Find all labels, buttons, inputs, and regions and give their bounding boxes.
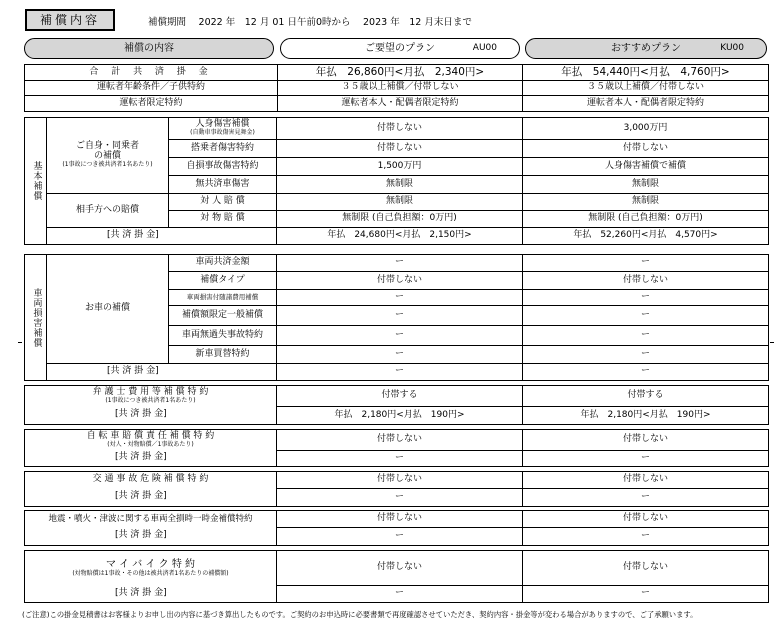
summary-table [24,64,769,112]
basic-coverage-table [24,117,769,245]
coverage-recommended: 人身傷害補償で補償 [523,158,769,176]
premium-recommended: 年払 2,180円<月払 190円> [523,407,769,425]
vehicle-coverage-table [24,254,769,381]
recommended-plan-code: KU00 [720,43,744,53]
desired-plan-name: ご要望のプラン [365,43,435,54]
rider-name [25,551,277,586]
recommended-plan-header [525,38,767,59]
coverage-recommended: 3,000万円 [523,118,769,140]
driver-limit-row [25,96,769,112]
premium-row [25,489,769,507]
coverage-recommended: ー [523,346,769,364]
rider-desired: 付帯しない [277,511,523,528]
self-coverage-label: ご自身・同乗者の補償 [75,141,139,162]
coverage-recommended: 無制限 (自己負担額：0万円) [523,211,769,228]
table-row [25,551,769,586]
rider-desired: 付帯しない [277,551,523,586]
coverage-item: 搭乗者傷害特約 [169,140,277,158]
self-coverage-group [47,118,169,194]
coverage-recommended: ー [523,306,769,326]
premium-row [25,451,769,467]
age-condition-desired: ３５歳以上補償／付帯しない [278,81,523,96]
premium-recommended: 年払 52,260円<月払 4,570円> [523,228,769,245]
desired-plan-header [280,38,520,59]
coverage-item: 補償額限定一般補償 [169,306,277,326]
driver-limit-label: 運転者限定特約 [25,96,278,112]
content-column-header: 補償の内容 [24,38,274,59]
margin-tick-right [770,342,774,343]
table-row [25,386,769,407]
motorbike-rider-label: マ イ バ イ ク 特 約 [105,559,196,570]
coverage-desired: ー [277,326,523,346]
rider-recommended: 付帯する [523,386,769,407]
coverage-period: 補償期間 2022 年 12 月 01 日午前0時から 2023 年 12 月末日まで [148,17,472,28]
personal-injury-note: (自動車事故傷害見舞金) [190,129,255,137]
coverage-recommended: 付帯しない [523,272,769,290]
coverage-recommended: ー [523,255,769,272]
premium-desired: ー [277,489,523,507]
coverage-item: 車両無過失事故特約 [169,326,277,346]
rider-desired: 付帯しない [277,430,523,451]
motorbike-rider-table [24,550,769,603]
desired-plan-code: AU00 [472,43,497,53]
coverage-recommended: 無制限 [523,194,769,211]
recommended-plan-name: おすすめプラン [610,43,682,54]
rider-recommended: 付帯しない [523,472,769,489]
coverage-item: 自損事故傷害特約 [169,158,277,176]
coverage-item: 対 人 賠 償 [169,194,277,211]
rider-recommended: 付帯しない [523,430,769,451]
rider-name [25,430,277,451]
premium-label: [共 済 掛 金] [25,451,277,467]
bicycle-rider-table [24,429,769,467]
lawyer-rider-note: (1事故につき被共済者1名あたり) [105,396,196,404]
coverage-item: 車両共済金額 [169,255,277,272]
traffic-rider-label: 交 通 事 故 危 険 補 償 特 約 [25,472,277,489]
rider-recommended: 付帯しない [523,511,769,528]
premium-label: [共 済 掛 金] [25,407,277,425]
self-coverage-note: (1事故につき被共済者1名あたり) [62,161,153,169]
total-premium-label: 合 計 共 済 掛 金 [25,65,278,81]
premium-label: [共 済 掛 金] [25,586,277,603]
coverage-desired: 無制限 (自己負担額：0万円) [277,211,523,228]
age-condition-label: 運転者年齢条件／子供特約 [25,81,278,96]
vehicle-section-label: 車両損害補償 [25,255,47,381]
coverage-desired: 付帯しない [277,272,523,290]
premium-recommended: ー [523,364,769,381]
coverage-item: 車両損害付随諸費用補償 [169,290,277,306]
total-premium-desired: 年払 26,860円<月払 2,340円> [278,65,523,81]
premium-recommended: ー [523,489,769,507]
total-premium-recommended: 年払 54,440円<月払 4,760円> [523,65,769,81]
coverage-item [169,118,277,140]
total-premium-row [25,65,769,81]
coverage-desired: ー [277,306,523,326]
coverage-desired: 付帯しない [277,140,523,158]
rider-desired: 付帯する [277,386,523,407]
premium-label: [共 済 掛 金] [47,364,277,381]
liability-group-label: 相手方への賠償 [47,194,169,228]
coverage-recommended: ー [523,326,769,346]
margin-tick-left [18,342,22,343]
personal-injury-label: 人身傷害補償 [195,119,250,130]
traffic-rider-table [24,471,769,507]
rider-name [25,386,277,407]
coverage-recommended: ー [523,290,769,306]
table-row [25,430,769,451]
table-row [25,472,769,489]
bicycle-rider-note: (対人・対物賠償／1事故あたり) [107,440,194,448]
age-condition-recommended: ３５歳以上補償／付帯しない [523,81,769,96]
premium-row [25,528,769,546]
premium-row [25,228,769,245]
coverage-item: 無共済車傷害 [169,176,277,194]
coverage-item: 対 物 賠 償 [169,211,277,228]
coverage-desired: 1,500万円 [277,158,523,176]
premium-recommended: ー [523,451,769,467]
coverage-recommended: 無制限 [523,176,769,194]
premium-label: [共 済 掛 金] [47,228,277,245]
driver-limit-desired: 運転者本人・配偶者限定特約 [278,96,523,112]
coverage-recommended: 付帯しない [523,140,769,158]
premium-desired: ー [277,528,523,546]
coverage-desired: ー [277,255,523,272]
driver-limit-recommended: 運転者本人・配偶者限定特約 [523,96,769,112]
premium-desired: ー [277,451,523,467]
rider-recommended: 付帯しない [523,551,769,586]
premium-desired: 年払 24,680円<月払 2,150円> [277,228,523,245]
coverage-item: 補償タイプ [169,272,277,290]
premium-desired: 年払 2,180円<月払 190円> [277,407,523,425]
page-title: 補償内容 [25,9,115,31]
earthquake-rider-label: 地震・噴火・津波に関する車両全損時一時金補償特約 [25,511,277,528]
premium-row [25,407,769,425]
vehicle-group-label: お車の補償 [47,255,169,364]
basic-section-label: 基本補償 [25,118,47,245]
coverage-desired: ー [277,290,523,306]
earthquake-rider-table [24,510,769,546]
coverage-item: 新車買替特約 [169,346,277,364]
premium-desired: ー [277,364,523,381]
coverage-desired: 付帯しない [277,118,523,140]
premium-recommended: ー [523,586,769,603]
premium-label: [共 済 掛 金] [25,489,277,507]
table-row [25,194,769,211]
footer-note: (ご注意)この掛金見積書はお客様よりお申し出の内容に基づき算出したものです。ご契約のお申込時に必要書類で再度確認させていただき、契約内容・掛金等が変わる場合がありますので、ご了承願います。 [22,610,698,619]
premium-row [25,364,769,381]
rider-desired: 付帯しない [277,472,523,489]
lawyer-rider-table [24,385,769,425]
bicycle-rider-label: 自 転 車 賠 償 責 任 補 償 特 約 [86,431,215,441]
coverage-desired: 無制限 [277,194,523,211]
premium-row [25,586,769,603]
premium-desired: ー [277,586,523,603]
lawyer-rider-label: 弁 護 士 費 用 等 補 償 特 約 [92,387,209,397]
age-condition-row [25,81,769,96]
coverage-desired: ー [277,346,523,364]
motorbike-rider-note: (対物賠償は1事故・その他は被共済者1名あたりの補償額) [72,569,229,577]
coverage-desired: 無制限 [277,176,523,194]
table-row [25,511,769,528]
premium-label: [共 済 掛 金] [25,528,277,546]
table-row [25,118,769,140]
table-row [25,255,769,272]
premium-recommended: ー [523,528,769,546]
